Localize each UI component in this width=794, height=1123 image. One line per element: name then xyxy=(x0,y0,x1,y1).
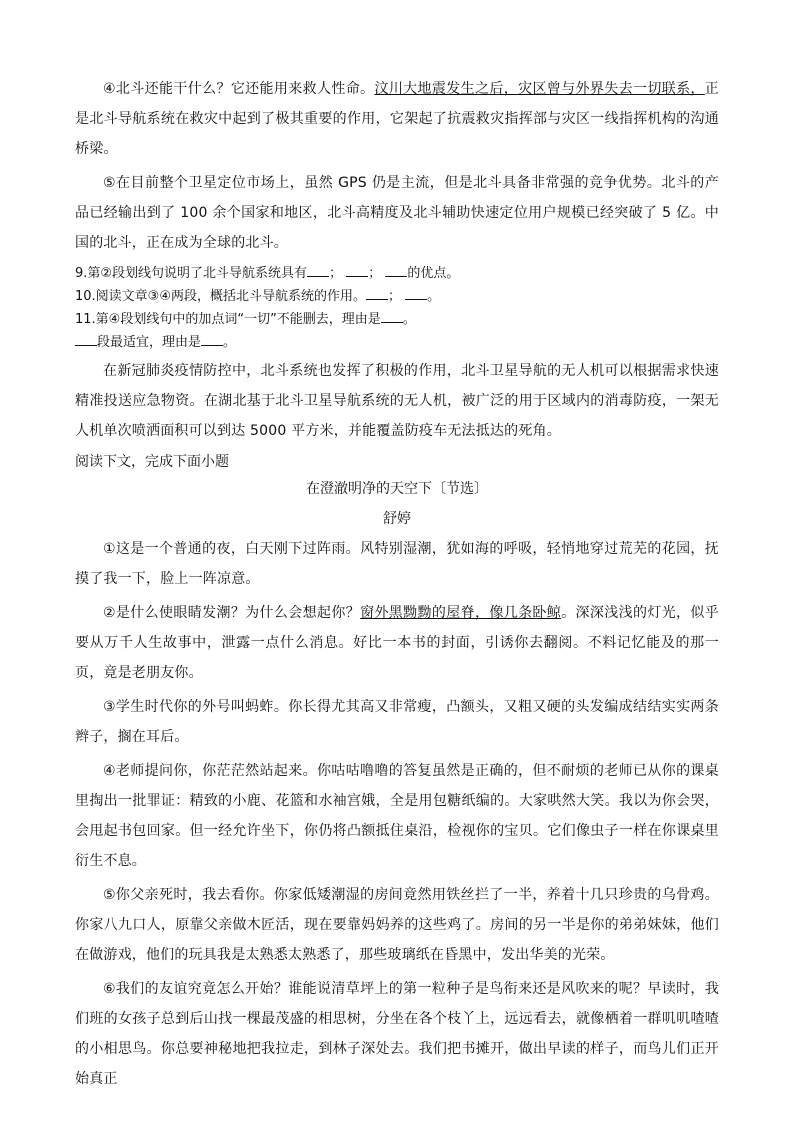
q9-sep-1: ； xyxy=(329,266,343,281)
question-9 xyxy=(75,262,719,285)
q9-text-b: 的优点。 xyxy=(407,266,460,281)
question-12-fragment xyxy=(75,331,719,354)
q11-text-a: 11.第④段划线句中的加点词“一切”不能删去，理由是 xyxy=(75,312,381,327)
extra-paragraph: 在新冠肺炎疫情防控中，北斗系统也发挥了积极的作用，北斗卫星导航的无人机可以根据需求快速精准投送应急物资。在湖北基于北斗卫星导航系统的无人机，被广泛的用于区域内的消毒防疫，一架无人机单次喷洒面积可以到达 5000 平方米，并能覆盖防疫车无法抵达的死角。 xyxy=(75,363,719,439)
q9-blank-2[interactable] xyxy=(346,264,368,277)
p4-underlined-sentence: 汶川大地震发生之后，灾区曾与外界失去一切联系， xyxy=(374,81,705,97)
essay-paragraph-3: ③学生时代你的外号叫蚂蚱。你长得尤其高又非常瘦，凸额头，又粗又硬的头发编成结结实实两条辫子，搁在耳后。 xyxy=(75,699,719,745)
q10-blank-2[interactable] xyxy=(405,287,427,300)
essay-paragraph-5: ⑤你父亲死时，我去看你。你家低矮潮湿的房间竟然用铁丝拦了一半，养着十几只珍贵的乌骨鸡。你家八九口人，原靠父亲做木匠活，现在要靠妈妈养的这些鸡了。房间的另一半是你的弟弟妹妹，他们在做游戏，他们的玩具我是太熟悉太熟悉了，那些玻璃纸在昏黑中，发出华美的光荣。 xyxy=(75,887,719,963)
q9-blank-3[interactable] xyxy=(385,264,407,277)
q12-blank-1[interactable] xyxy=(75,333,97,346)
essay-paragraph-2 xyxy=(75,598,719,688)
q10-blank-1[interactable] xyxy=(366,287,388,300)
e2-text-a: ②是什么使眼睛发潮？为什么会想起你？ xyxy=(103,605,361,621)
q9-blank-1[interactable] xyxy=(307,264,329,277)
q11-text-b: 。 xyxy=(402,312,416,327)
question-10 xyxy=(75,285,719,308)
q9-text-a: 9.第②段划线句说明了北斗导航系统具有 xyxy=(75,266,308,281)
p4-text-a: ④北斗还能干什么？它还能用来救人性命。 xyxy=(103,81,375,97)
question-11 xyxy=(75,308,719,331)
e2-text-b: 。深深浅浅的灯光，似乎要从万千人生故事中，泄露一点什么消息。好比一本书的封面，引诱你去翻阅。不料记忆能及的那一页，竟是老朋友你。 xyxy=(75,605,719,681)
q12-text-b: 段最适宜，理由是 xyxy=(97,335,202,350)
reading-instruction: 阅读下文，完成下面小题 xyxy=(75,454,229,470)
q9-sep-2: ； xyxy=(368,266,382,281)
q10-sep: ； xyxy=(387,289,401,304)
e2-underlined-sentence: 窗外黑黝黝的屋脊，像几条卧鲸 xyxy=(360,605,562,621)
paragraph-5: ⑤在目前整个卫星定位市场上，虽然 GPS 仍是主流，但是北斗具备非常强的竞争优势。北斗的产品已经输出到了 100 余个国家和地区，北斗高精度及北斗辅助快速定位用户规模已经突破了 5 亿。中国的北斗，正在成为全球的北斗。 xyxy=(75,175,719,251)
paragraph-4 xyxy=(75,74,719,164)
q12-text-c: 。 xyxy=(223,335,237,350)
q10-text-b: 。 xyxy=(427,289,441,304)
q12-blank-2[interactable] xyxy=(201,333,223,346)
essay-paragraph-4: ④老师提问你，你茫茫然站起来。你咕咕噜噜的答复虽然是正确的，但不耐烦的老师已从你的课桌里掏出一批罪证：精致的小鹿、花篮和水袖宫娥，全是用包糖纸编的。大家哄然大笑。我以为你会哭，会甩起书包回家。但一经允许坐下，你仍将凸额抵住桌沿，检视你的宝贝。它们像虫子一样在你课桌里衍生不息。 xyxy=(75,763,719,869)
q11-blank[interactable] xyxy=(381,310,403,323)
p4-text-b: 正是北斗导航系统在救灾中起到了极其重要的作用，它架起了抗震救灾指挥部与灾区一线指挥机构的沟通桥梁。 xyxy=(75,81,719,157)
q10-text-a: 10.阅读文章③④两段，概括北斗导航系统的作用。 xyxy=(75,289,366,304)
essay-title: 在澄澈明净的天空下〔节选〕 xyxy=(306,481,488,497)
essay-paragraph-6: ⑥我们的友谊究竟怎么开始？谁能说清草坪上的第一粒种子是鸟衔来还是风吹来的呢？早读时，我们班的女孩子总到后山找一棵最茂盛的相思树，分坐在各个枝丫上，远远看去，就像栖着一群叽叽喳喳的小相思鸟。你总要神秘地把我拉走，到林子深处去。我们把书摊开，做出早读的样子，而鸟儿们正开始真正 xyxy=(75,981,719,1087)
essay-paragraph-1: ①这是一个普通的夜，白天刚下过阵雨。风特别湿潮，犹如海的呼吸，轻悄地穿过荒芜的花园，抚摸了我一下，脸上一阵凉意。 xyxy=(75,541,719,587)
document-page xyxy=(75,74,719,1098)
essay-author: 舒婷 xyxy=(383,511,411,527)
